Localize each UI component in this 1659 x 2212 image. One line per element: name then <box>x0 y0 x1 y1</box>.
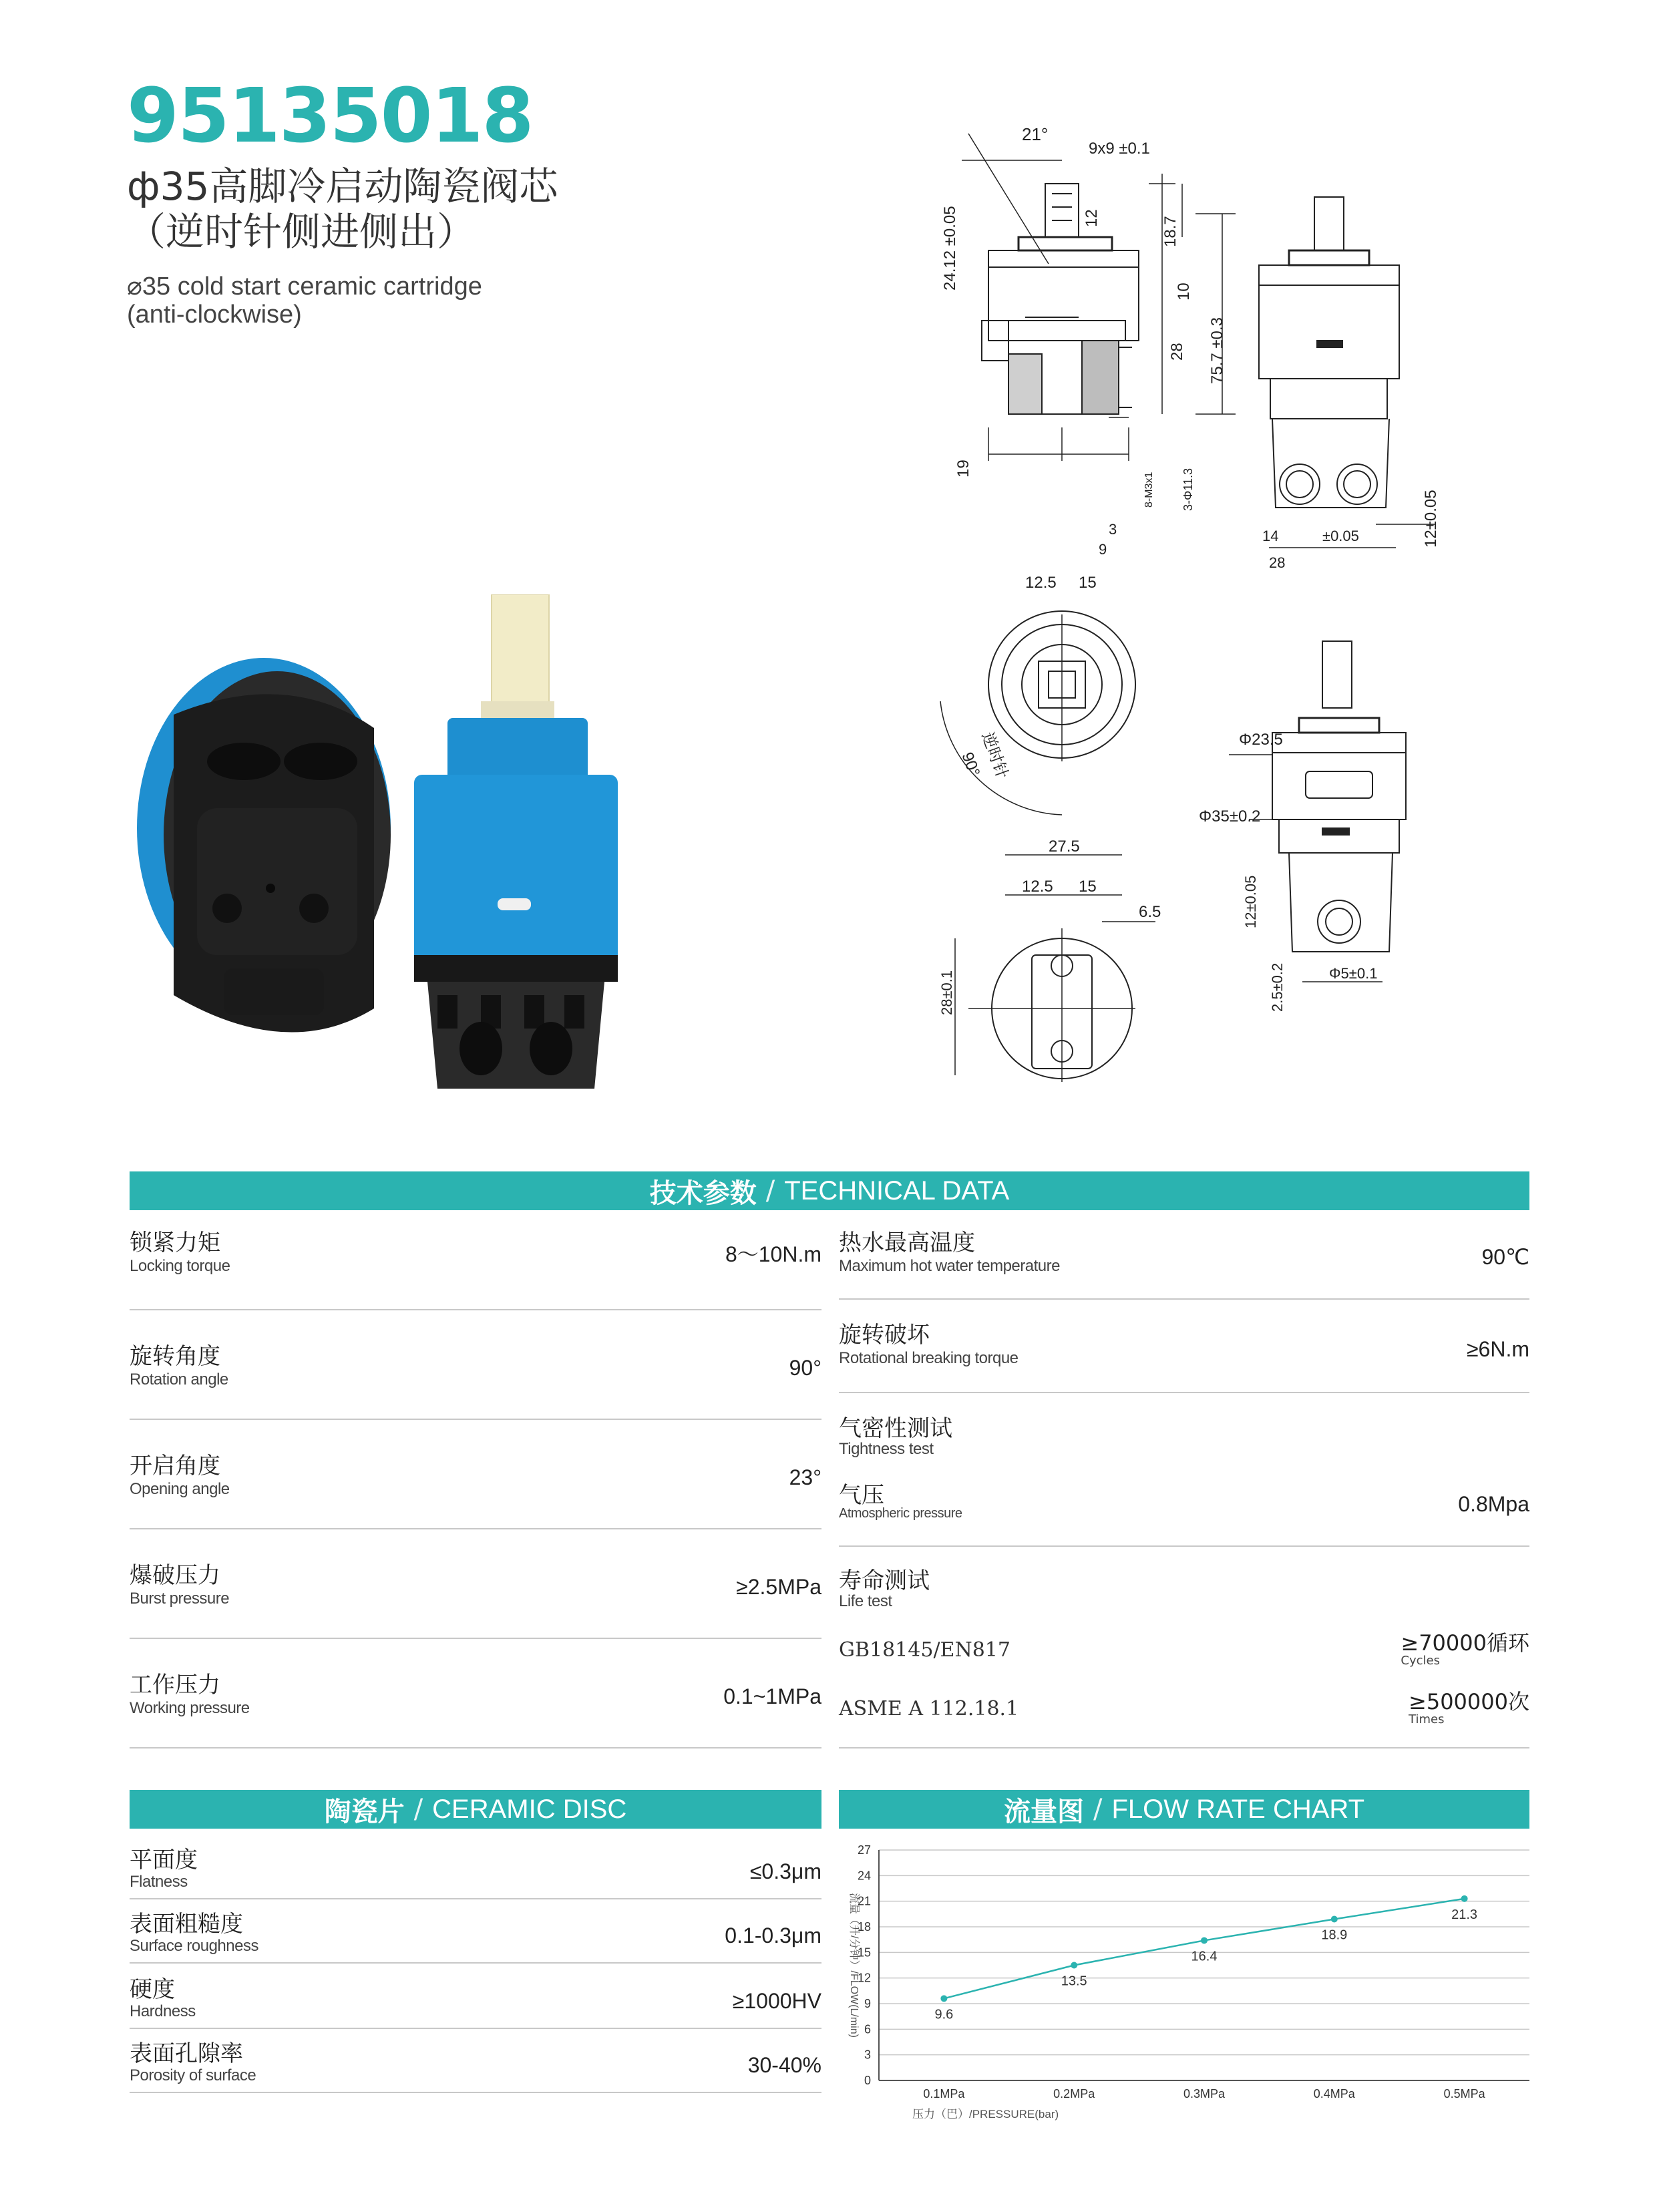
tech-row-opening-angle <box>130 1452 821 1529</box>
x-axis-label: 压力（巴）/PRESSURE(bar) <box>912 2108 1059 2121</box>
front-view-drawing <box>1259 197 1436 548</box>
dim-10: 10 <box>1175 283 1193 301</box>
row-label-en: Maximum hot water temperature <box>839 1257 1060 1275</box>
std-asme-unit: Times <box>1409 1712 1445 1726</box>
data-label: 13.5 <box>1061 1974 1087 1989</box>
dim-90: 90° <box>958 749 984 779</box>
data-label: 9.6 <box>934 2007 954 2022</box>
dim-9: 9 <box>1099 541 1107 558</box>
dim-anticlockwise: 逆时针 <box>978 729 1012 781</box>
dim-12-05: 12±0.05 <box>1422 490 1440 548</box>
row-label-cn: 表面孔隙率 <box>130 2040 243 2067</box>
tech-row-burst-pressure <box>130 1561 821 1639</box>
ceramic-row-porosity <box>130 2041 821 2093</box>
row-value: 23° <box>789 1465 821 1489</box>
y-tick-label: 9 <box>864 1997 871 2010</box>
dim-tol: ±0.05 <box>1322 528 1359 544</box>
row-label-cn: 锁紧力矩 <box>130 1230 220 1256</box>
row-label-en: Working pressure <box>130 1699 250 1717</box>
technical-title-cn: 技术参数 <box>649 1177 757 1209</box>
row-label-en: Opening angle <box>130 1480 230 1498</box>
dim-14: 14 <box>1262 528 1279 544</box>
atmospheric-label-cn: 气压 <box>839 1482 884 1509</box>
data-label: 21.3 <box>1451 1907 1478 1922</box>
title-cn-line2: （逆时针侧进侧出） <box>127 209 476 254</box>
data-point <box>1201 1937 1208 1944</box>
y-tick-label: 24 <box>857 1869 871 1883</box>
row-value: ≥1000HV <box>732 1989 821 2013</box>
technical-title-en: TECHNICAL DATA <box>784 1175 1010 1206</box>
dim-28: 28 <box>1168 343 1186 361</box>
product-photo <box>134 594 641 1089</box>
std-gb-cycles: ≥70000循环 <box>1401 1630 1529 1656</box>
ceramic-row-roughness <box>130 1911 821 1964</box>
title-cn-line1: ф35高脚冷启动陶瓷阀芯 <box>127 164 558 209</box>
row-label-cn: 工作压力 <box>130 1672 220 1698</box>
row-label-en: Locking torque <box>130 1257 230 1275</box>
top-view-drawing <box>940 611 1135 815</box>
row-label-cn: 寿命测试 <box>839 1568 930 1594</box>
flow-title-cn: 流量图 <box>1003 1796 1084 1827</box>
row-label-en: Life test <box>839 1592 892 1610</box>
y-tick-label: 21 <box>857 1894 871 1908</box>
ceramic-title-en: CERAMIC DISC <box>432 1794 627 1824</box>
data-label: 16.4 <box>1191 1949 1218 1964</box>
dim-angle: 21° <box>1022 124 1049 144</box>
dim-12-05b: 12±0.05 <box>1242 875 1259 928</box>
cartridge-side-view <box>414 594 618 1089</box>
y-tick-label: 12 <box>857 1971 871 1985</box>
title-en-line2: (anti-clockwise) <box>127 301 302 329</box>
row-label-en: Hardness <box>130 2002 196 2020</box>
atmospheric-label-en: Atmospheric pressure <box>839 1506 962 1521</box>
bottom-view-drawing <box>955 855 1155 1082</box>
x-tick-label: 0.2MPa <box>1053 2087 1095 2100</box>
dim-28b: 28 <box>1269 554 1286 571</box>
tech-row-hot-water <box>839 1229 1529 1300</box>
tech-row-tightness <box>839 1415 1529 1547</box>
row-label-cn: 表面粗糙度 <box>130 1911 243 1938</box>
row-label-en: Surface roughness <box>130 1937 258 1955</box>
row-value: 8～10N.m <box>725 1242 821 1266</box>
row-value: ≥2.5MPa <box>736 1575 821 1599</box>
dim-5: Φ5±0.1 <box>1329 965 1378 982</box>
title-en-line1: ⌀35 cold start ceramic cartridge <box>127 272 482 301</box>
row-value: 0.8Mpa <box>1458 1492 1529 1516</box>
ceramic-title-cn: 陶瓷片 <box>324 1796 405 1827</box>
dim-2-5: 2.5±0.2 <box>1269 962 1286 1012</box>
tech-row-rotation-angle <box>130 1342 821 1420</box>
row-label-cn: 旋转角度 <box>130 1343 220 1370</box>
dim-6-5: 6.5 <box>1139 903 1161 921</box>
ceramic-title-sep: / <box>413 1794 423 1825</box>
dim-3: 3 <box>1109 521 1117 538</box>
dim-27-5: 27.5 <box>1049 838 1080 856</box>
row-value: 30-40% <box>747 2053 821 2077</box>
row-label-en: Rotational breaking torque <box>839 1349 1019 1367</box>
cartridge-bottom-view <box>137 658 391 1033</box>
data-point <box>940 1995 947 2002</box>
dim-18-7: 18.7 <box>1161 216 1179 247</box>
std-gb-value <box>1401 1632 1529 1667</box>
dim-28-01: 28±0.1 <box>938 970 955 1015</box>
side-view-drawing <box>962 134 1236 461</box>
row-label-en: Flatness <box>130 1873 188 1891</box>
y-tick-label: 15 <box>857 1946 871 1960</box>
technical-drawing <box>928 120 1456 1095</box>
dim-square: 9x9 ±0.1 <box>1089 140 1150 158</box>
data-point <box>1071 1962 1077 1969</box>
x-tick-label: 0.3MPa <box>1183 2087 1226 2100</box>
row-label-en: Rotation angle <box>130 1370 228 1389</box>
dim-12-5b: 12.5 <box>1022 878 1053 896</box>
ceramic-row-flatness <box>130 1847 821 1899</box>
dim-19: 19 <box>954 459 972 478</box>
std-gb: GB18145/EN817 <box>839 1638 1010 1662</box>
row-label-cn: 气密性测试 <box>839 1415 952 1442</box>
row-label-cn: 平面度 <box>130 1847 198 1873</box>
row-value: 90° <box>789 1356 821 1380</box>
row-value: ≤0.3μm <box>749 1859 821 1883</box>
technical-title-sep: / <box>765 1175 775 1206</box>
dim-15b: 15 <box>1079 878 1097 896</box>
ceramic-row-hardness <box>130 1977 821 2029</box>
row-label-en: Porosity of surface <box>130 2066 256 2084</box>
std-asme: ASME A 112.18.1 <box>839 1697 1019 1720</box>
row-label-cn: 旋转破坏 <box>839 1322 930 1348</box>
dim-15: 15 <box>1079 574 1097 592</box>
data-point <box>1461 1895 1468 1902</box>
x-tick-label: 0.5MPa <box>1443 2087 1485 2100</box>
dim-12-5: 12.5 <box>1025 574 1057 592</box>
tech-row-working-pressure <box>130 1671 821 1748</box>
dim-height-1: 24.12 ±0.05 <box>941 206 959 291</box>
row-value: 0.1~1MPa <box>723 1684 821 1708</box>
row-value: 90℃ <box>1481 1245 1529 1269</box>
row-value: 0.1-0.3μm <box>725 1923 821 1948</box>
y-axis-label: 流量（升/分钟）/FLOW(L/min) <box>848 1893 860 2038</box>
model-number: 95135018 <box>127 73 533 160</box>
std-asme-value <box>1409 1691 1529 1726</box>
flow-rate-chart <box>839 1837 1529 2124</box>
dim-75-7: 75.7 ±0.3 <box>1208 317 1226 384</box>
tech-row-locking-torque <box>130 1229 821 1310</box>
y-tick-label: 6 <box>864 2022 871 2036</box>
y-tick-label: 3 <box>864 2048 871 2062</box>
dim-hole: 3-Φ11.3 <box>1181 468 1195 511</box>
x-tick-label: 0.4MPa <box>1313 2087 1355 2100</box>
tech-row-life-test <box>839 1567 1529 1748</box>
std-gb-unit: Cycles <box>1401 1654 1440 1668</box>
flow-title-en: FLOW RATE CHART <box>1111 1794 1365 1824</box>
flow-chart-header <box>839 1790 1529 1829</box>
ceramic-disc-header <box>130 1790 821 1829</box>
dim-thread: 8-M3x1 <box>1143 472 1155 508</box>
std-asme-times: ≥500000次 <box>1409 1689 1529 1714</box>
row-label-en: Burst pressure <box>130 1590 230 1608</box>
dim-35: Φ35±0.2 <box>1199 807 1261 825</box>
row-label-cn: 热水最高温度 <box>839 1230 975 1256</box>
dim-12: 12 <box>1083 209 1101 227</box>
row-label-cn: 开启角度 <box>130 1453 220 1479</box>
row-value: ≥6N.m <box>1466 1337 1529 1361</box>
data-point <box>1331 1916 1338 1923</box>
y-tick-label: 0 <box>864 2074 871 2087</box>
flow-title-sep: / <box>1093 1794 1103 1825</box>
row-label-cn: 硬度 <box>130 1976 175 2003</box>
tech-row-breaking-torque <box>839 1321 1529 1393</box>
y-tick-label: 18 <box>857 1920 871 1933</box>
data-label: 18.9 <box>1321 1927 1348 1943</box>
y-tick-label: 27 <box>857 1843 871 1857</box>
dim-23-5: Φ23.5 <box>1239 731 1283 749</box>
technical-data-header <box>130 1171 1529 1210</box>
row-label-en: Tightness test <box>839 1440 934 1458</box>
x-tick-label: 0.1MPa <box>923 2087 965 2100</box>
row-label-cn: 爆破压力 <box>130 1562 220 1589</box>
